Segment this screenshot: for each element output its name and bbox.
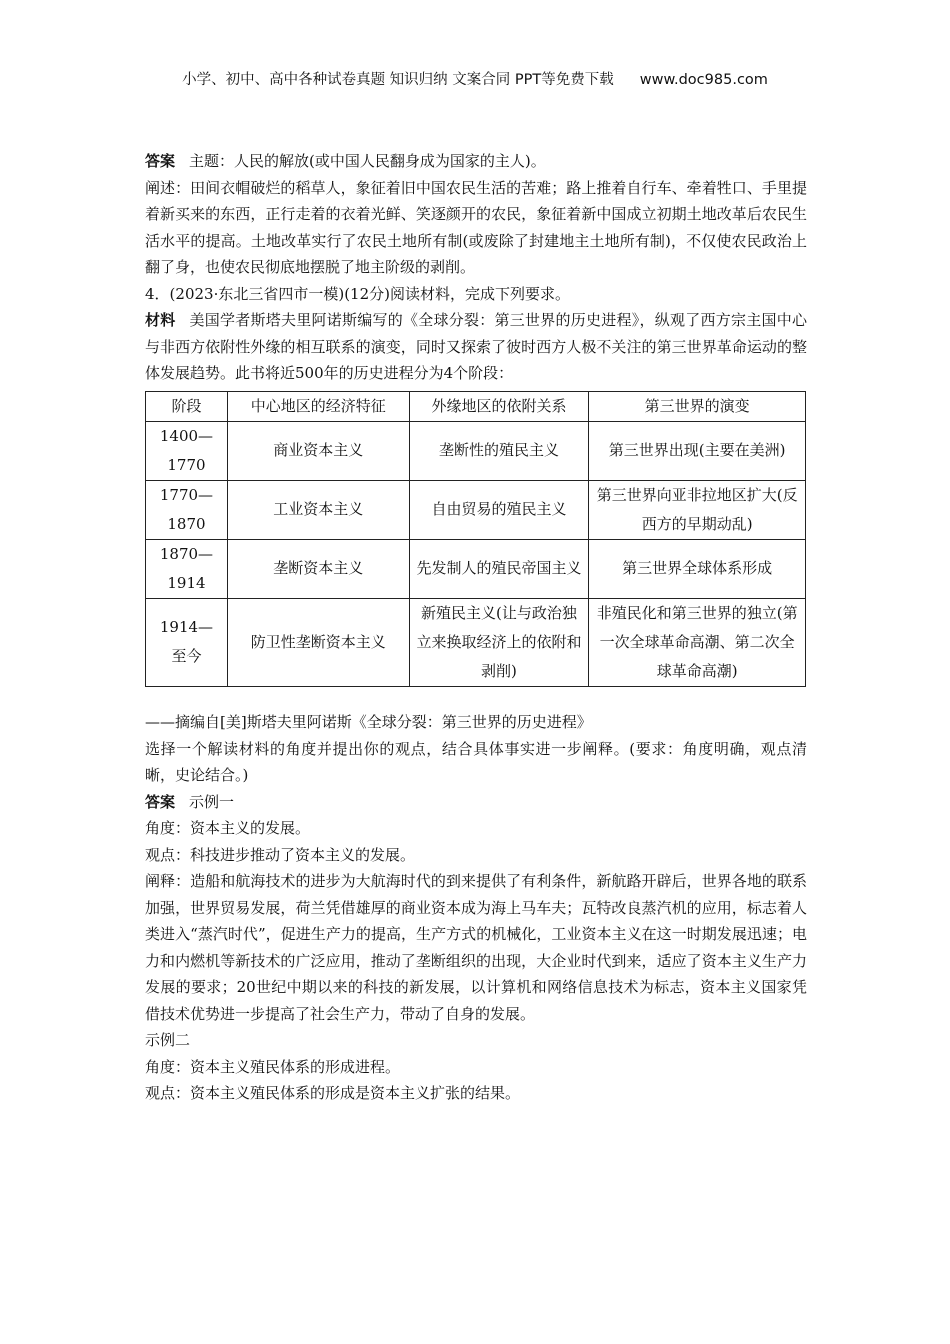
periphery-cell: 新殖民主义(让与政治独立来换取经济上的依附和剥削) [409,598,589,686]
site-promo-text: 小学、初中、高中各种试卷真题 知识归纳 文案合同 PPT等免费下载 [182,72,614,88]
material-text: 美国学者斯塔夫里阿诺斯编写的《全球分裂：第三世界的历史进程》，纵观了西方宗主国中心与非西方依附性外缘的相互联系的演变，同时又探索了彼时西方人极不关注的第三世界革命运动的整体发展趋势。此书将近500年的历史进程分为4个阶段： [145,311,807,382]
example2-angle: 角度：资本主义殖民体系的形成进程。 [145,1057,401,1076]
stage-cell: 1770— 1870 [146,480,228,539]
example1-view: 观点：科技进步推动了资本主义的发展。 [145,845,416,864]
answer3-theme [145,148,807,175]
stage-cell: 1400— 1770 [146,421,228,480]
material-source: ——摘编自[美]斯塔夫里阿诺斯《全球分裂：第三世界的历史进程》 [145,712,592,731]
example1-title: 示例一 [189,792,235,811]
answer3-theme-text: 主题：人民的解放(或中国人民翻身成为国家的主人)。 [189,152,546,170]
question4-material [145,307,807,387]
stages-table [145,391,806,687]
table-header-row [146,391,806,421]
center-cell: 垄断资本主义 [227,539,409,598]
center-cell: 防卫性垄断资本主义 [227,598,409,686]
third-world-cell: 第三世界全球体系形成 [589,539,806,598]
table-row [146,539,806,598]
stage-cell: 1870— 1914 [146,539,228,598]
periphery-cell: 先发制人的殖民帝国主义 [409,539,589,598]
center-cell: 工业资本主义 [227,480,409,539]
table-row [146,480,806,539]
periphery-cell: 垄断性的殖民主义 [409,421,589,480]
answer3-explanation: 阐述：田间衣帽破烂的稻草人，象征着旧中国农民生活的苦难；路上推着自行车、牵着牲口、手里提着新买来的东西，正行走着的衣着光鲜、笑逐颜开的农民，象征着新中国成立初期土地改革后农民生活水平的提高。土地改革实行了农民土地所有制(或废除了封建地主土地所有制)，不仅使农民政治上翻了身，也使农民彻底地摆脱了地主阶级的剥削。 [145,178,807,276]
answer-label: 答案 [145,152,176,170]
example1-angle: 角度：资本主义的发展。 [145,819,311,837]
answer4-example1-title [145,789,807,816]
header-center: 中心地区的经济特征 [227,391,409,421]
example2-view: 观点：资本主义殖民体系的形成是资本主义扩张的结果。 [145,1084,521,1102]
table-row [146,421,806,480]
center-cell: 商业资本主义 [227,421,409,480]
site-url[interactable]: www.doc985.com [639,72,768,88]
question4-stem: 4．(2023·东北三省四市一模)(12分)阅读材料，完成下列要求。 [145,284,570,303]
material-label: 材料 [145,311,176,329]
header-stage: 阶段 [146,391,228,421]
stage-cell: 1914— 至今 [146,598,228,686]
table-row [146,598,806,686]
page-header [0,68,950,89]
answer-label: 答案 [145,792,176,811]
periphery-cell: 自由贸易的殖民主义 [409,480,589,539]
header-periphery: 外缘地区的依附关系 [409,391,589,421]
question4-requirement: 选择一个解读材料的角度并提出你的观点，结合具体事实进一步阐释。(要求：角度明确，观点清晰，史论结合。) [145,739,807,784]
example1-explanation: 阐释：造船和航海技术的进步为大航海时代的到来提供了有利条件，新航路开辟后，世界各地的联系加强，世界贸易发展，荷兰凭借雄厚的商业资本成为海上马车夫；瓦特改良蒸汽机的应用，标志着人类进入“蒸汽时代”，促进生产力的提高，生产方式的机械化，工业资本主义在这一时期发展迅速；电力和内燃机等新技术的广泛应用，推动了垄断组织的出现，大企业时代到来，适应了资本主义生产力发展的要求；20世纪中期以来的科技的新发展，以计算机和网络信息技术为标志，资本主义国家凭借技术优势进一步提高了社会生产力，带动了自身的发展。 [145,872,807,1023]
third-world-cell: 第三世界出现(主要在美洲) [589,421,806,480]
third-world-cell: 非殖民化和第三世界的独立(第一次全球革命高潮、第二次全球革命高潮) [589,598,806,686]
example2-title: 示例二 [145,1031,191,1049]
header-third-world: 第三世界的演变 [589,391,806,421]
third-world-cell: 第三世界向亚非拉地区扩大(反西方的早期动乱) [589,480,806,539]
document-body [145,148,807,1107]
